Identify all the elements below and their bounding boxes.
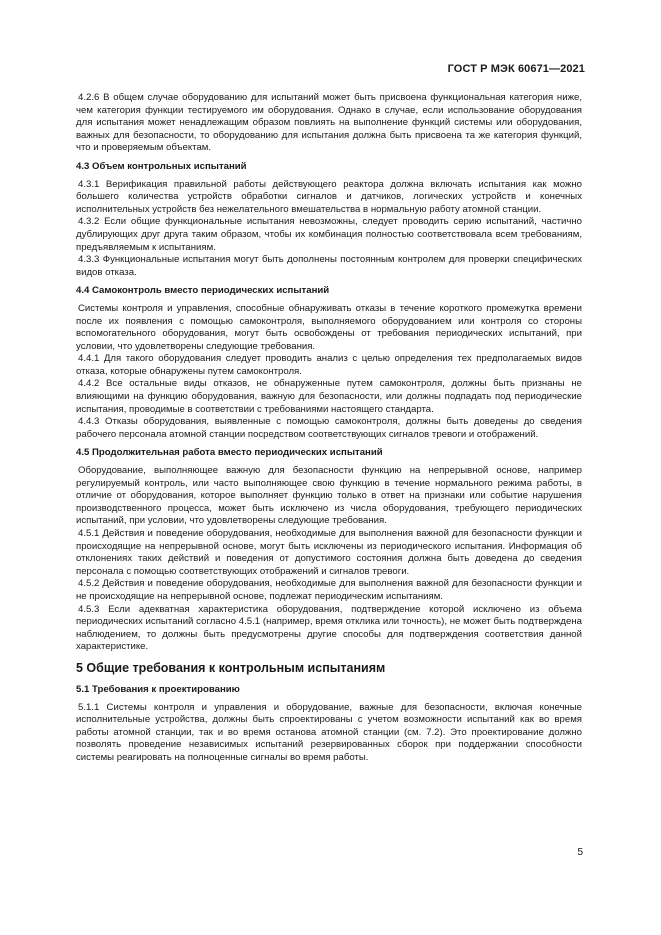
chapter-heading-5: 5 Общие требования к контрольным испытаниям: [76, 660, 386, 675]
paragraph-4-3-2: 4.3.2 Если общие функциональные испытания невозможны, следует проводить серию испытаний, частично дублирующих друг друга таким образом, чтобы их комбинация полностью соответствовала всем требованиям, предъявляемым к испытаниям.: [76, 216, 582, 253]
document-standard-id: ГОСТ Р МЭК 60671—2021: [447, 63, 585, 75]
paragraph-4-3-3: 4.3.3 Функциональные испытания могут быть дополнены постоянным контролем для проверки специфических видов отказа.: [76, 254, 582, 278]
paragraph-4-2-6: 4.2.6 В общем случае оборудованию для испытаний может быть присвоена функциональная категория ниже, чем категория функции тестируемого им оборудования. Однако в случае, если использование оборудования для испытания может ненадлежащим образом повлиять на выполнение функций системы или оборудования, важных для безопасности, то оборудованию для испытания должна быть присвоена та же категория функций, что и проверяемым объектам.: [76, 92, 582, 154]
paragraph-4-5-3: 4.5.3 Если адекватная характеристика оборудования, подтверждение которой исключено из объема периодических испытаний согласно 4.5.1 (например, время отклика или точность), не может быть подтверждена наблюдением, то должны быть предусмотрены другие способы для подтверждения соответствия данной характеристике.: [76, 603, 582, 653]
paragraph-4-5-intro: Оборудование, выполняющее важную для безопасности функцию на непрерывной основе, например регулируемый контроль, или часто выполняющее свою функцию в течение нормального режима работы, в отличие от оборудования, которое выполняет функцию только в ответ на признаки или событие нарушения производственного процесса, может быть исключено из числа оборудования, требующего периодических испытаний, при условии, что удовлетворены следующие требования.: [76, 465, 582, 527]
paragraph-5-1-1: 5.1.1 Системы контроля и управления и оборудование, важные для безопасности, включая конечные исполнительные устройства, должны быть спроектированы с учетом возможности испытаний как во время работы атомной станции, так и во время останова атомной станции (см. 7.2). Это проектирование должно позволять проведение независимых испытаний резервированных сборок при поддержании способности системы реагировать на полноценные сигналы во время работы.: [76, 701, 582, 763]
section-heading-4-3: 4.3 Объем контрольных испытаний: [76, 160, 247, 172]
paragraph-4-5-2: 4.5.2 Действия и поведение оборудования, необходимые для выполнения важной для безопасности функции и не происходящие на непрерывной основе, подлежат периодическим испытаниям.: [76, 578, 582, 602]
paragraph-4-4-intro: Системы контроля и управления, способные обнаруживать отказы в течение короткого промежутка времени после их появления с помощью самоконтроля, выполняемого оборудованием или контроля со стороны вспомогательного оборудования, могут быть освобождены от требования периодических испытаний, при условии, что удовлетворены следующие требования.: [76, 302, 582, 352]
paragraph-4-5-1: 4.5.1 Действия и поведение оборудования, необходимые для выполнения важной для безопасности функции и происходящие на непрерывной основе, могут быть исключены из периодического испытания. Информация об отклонениях таких действий и поведения от допустимого состояния должна быть доведена до сведения персонала с помощью соответствующих отображений и сигналов тревоги.: [76, 528, 582, 577]
paragraph-4-3-1: 4.3.1 Верификация правильной работы действующего реактора должна включать испытания как можно большего количества устройств обработки сигналов и датчиков, логических устройств и конечных исполнительных устройств без нежелательного вмешательства в нормальную работу атомной станции.: [76, 178, 582, 215]
paragraph-4-4-1: 4.4.1 Для такого оборудования следует проводить анализ с целью определения тех предполагаемых видов отказа, которые обнаружены путем самоконтроля.: [76, 353, 582, 377]
section-heading-4-4: 4.4 Самоконтроль вместо периодических испытаний: [76, 285, 330, 297]
page-number: 5: [577, 847, 583, 858]
section-heading-4-5: 4.5 Продолжительная работа вместо периодических испытаний: [76, 447, 383, 459]
paragraph-4-4-2: 4.4.2 Все остальные виды отказов, не обнаруженные путем самоконтроля, должны быть признаны не влияющими на функцию оборудования, важную для безопасности, или должны подпадать под периодические испытания, проводимые в соответствии с требованиями настоящего стандарта.: [76, 378, 582, 415]
document-body: [76, 92, 582, 765]
section-heading-5-1: 5.1 Требования к проектированию: [76, 683, 240, 695]
paragraph-4-4-3: 4.4.3 Отказы оборудования, выявленные с помощью самоконтроля, должны быть доведены до сведения рабочего персонала атомной станции посредством соответствующих сигналов тревоги и отображений.: [76, 416, 582, 440]
